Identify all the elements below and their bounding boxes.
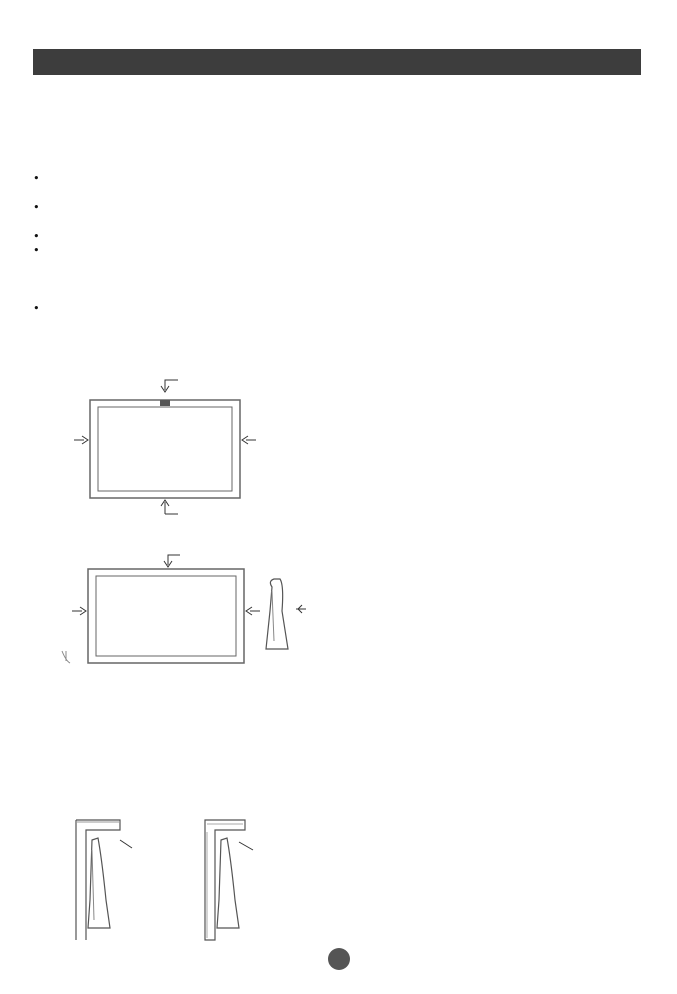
setup-item <box>33 287 42 301</box>
bullet-icon: • <box>33 200 40 214</box>
setup-item <box>33 172 42 186</box>
page-number <box>328 948 350 970</box>
tv-outer-frame <box>90 400 240 498</box>
setup-item <box>33 330 42 344</box>
tv-screen <box>98 407 232 491</box>
tv-side-profile <box>217 838 239 928</box>
setup-item <box>33 273 42 287</box>
vent-blocked-diagram-left <box>40 800 150 940</box>
bullet-icon: • <box>33 172 40 185</box>
setup-item <box>33 244 42 258</box>
tv-side-profile <box>88 838 110 928</box>
vent-blocked-diagram-right <box>195 800 305 940</box>
wall-bracket <box>160 400 170 406</box>
bullet-icon: • <box>33 229 40 243</box>
setup-item <box>33 230 42 244</box>
section-banner <box>33 49 641 75</box>
setup-item <box>33 302 42 316</box>
tv-outer-frame <box>88 569 244 663</box>
stand-clearance-diagram <box>40 551 340 671</box>
tv-screen <box>96 576 236 656</box>
tv-side-profile <box>266 579 288 649</box>
wall-clearance-diagram <box>40 378 340 508</box>
setup-item <box>33 316 42 330</box>
setup-item <box>33 258 42 272</box>
bullet-icon: • <box>33 301 40 315</box>
setup-item <box>33 186 42 200</box>
setup-item <box>33 215 42 229</box>
bullet-icon: • <box>33 244 40 257</box>
setup-item <box>33 201 42 215</box>
